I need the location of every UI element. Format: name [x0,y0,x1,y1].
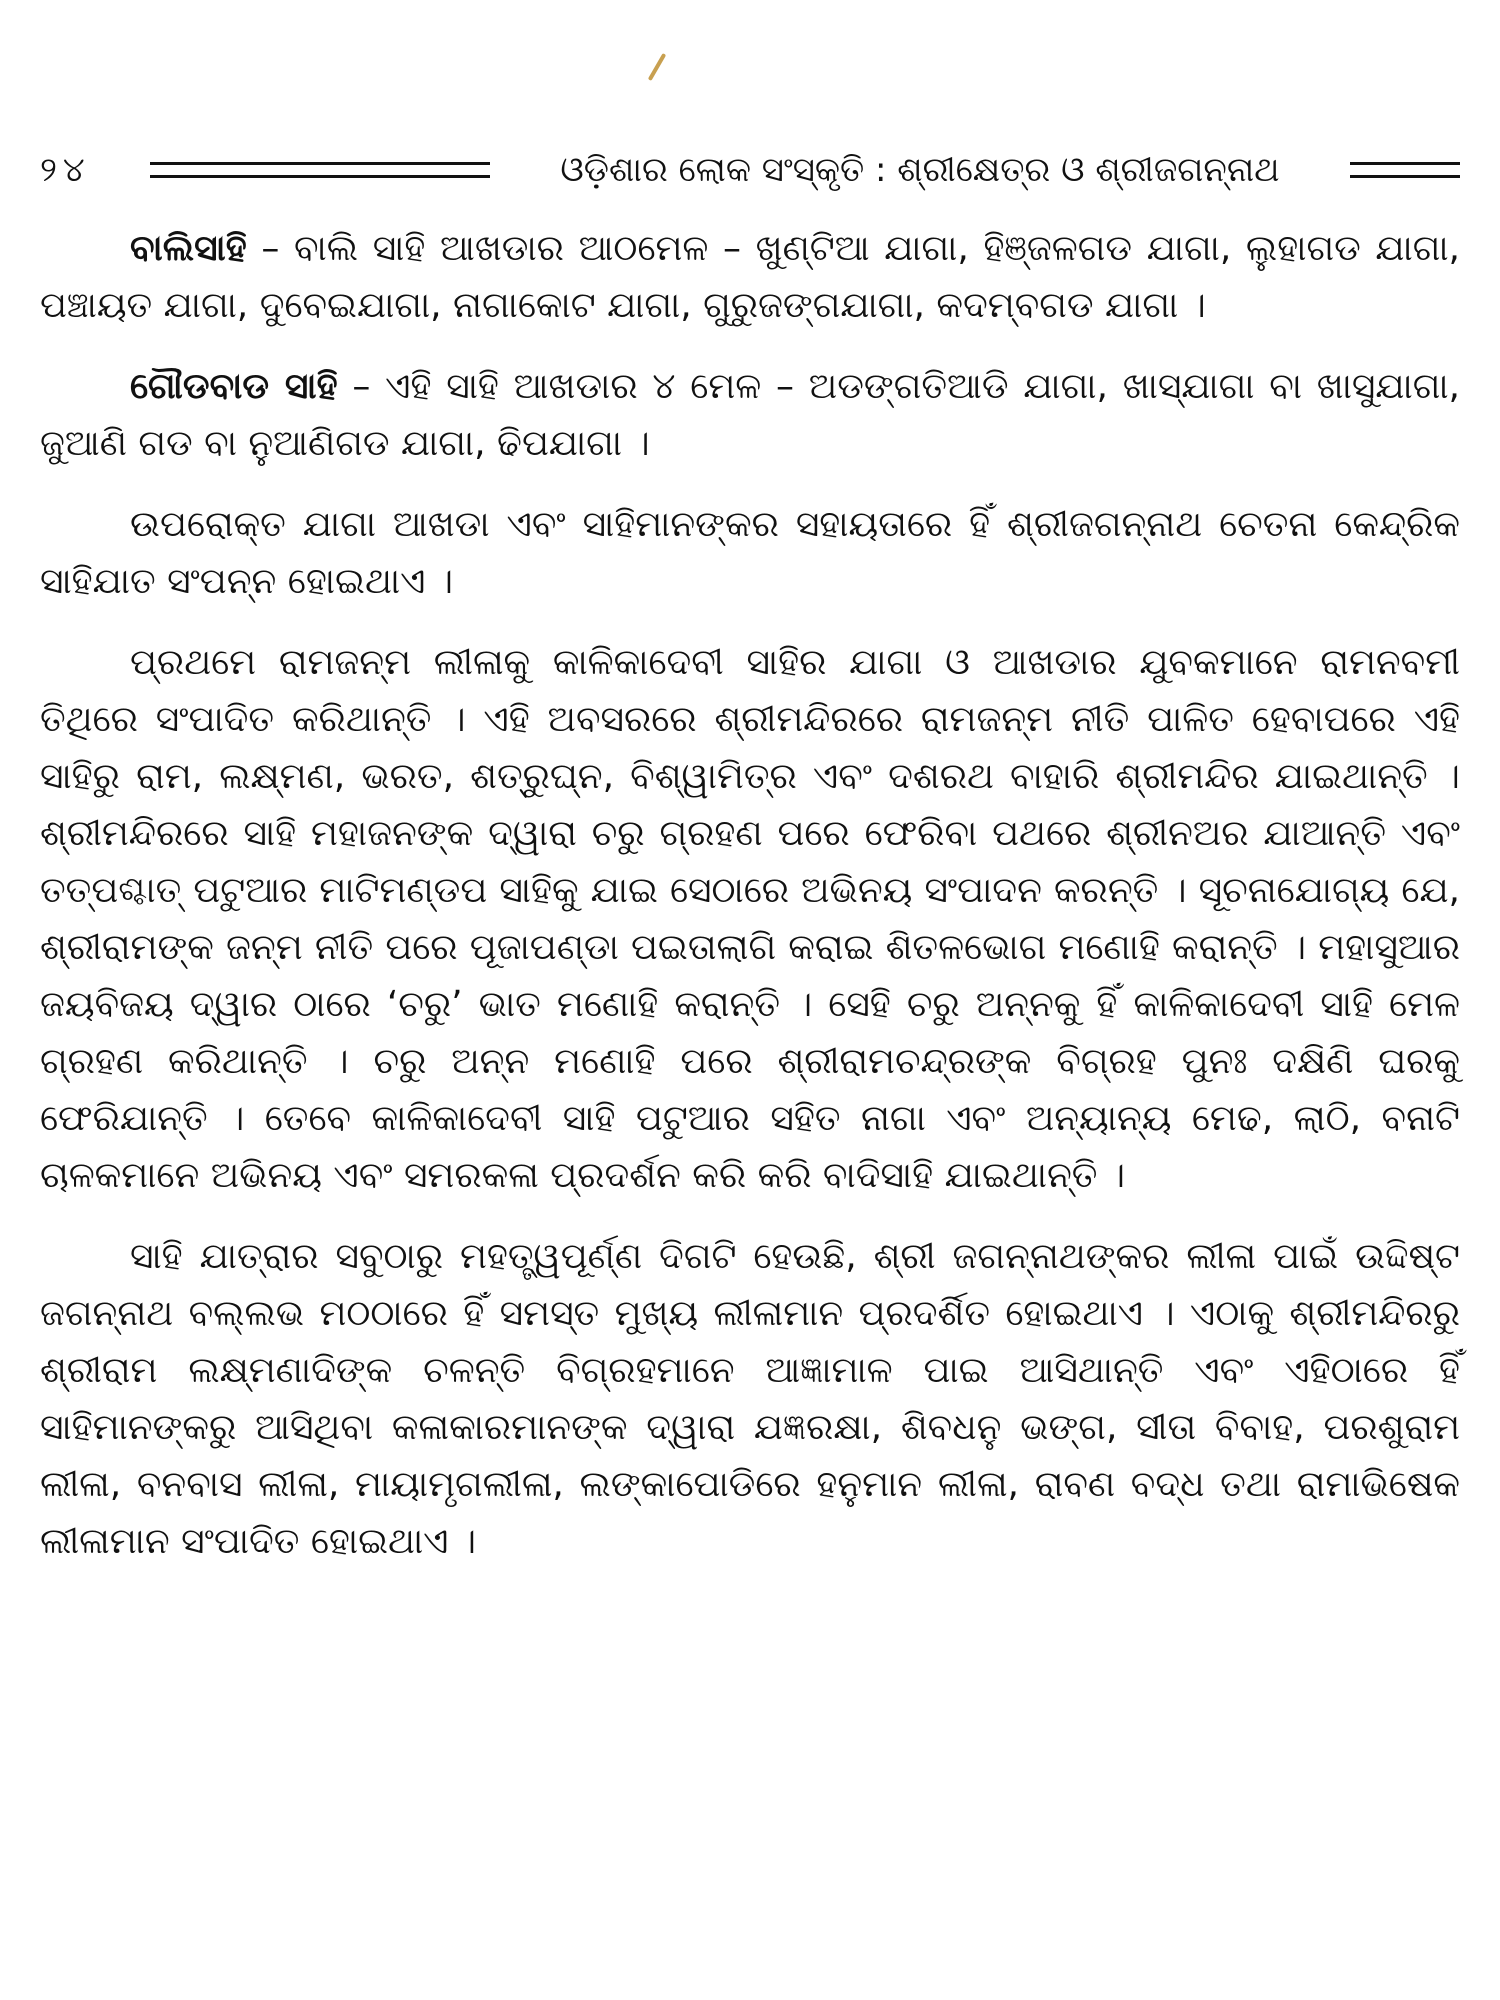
page-number: ୨୪ [40,150,91,190]
paragraph [40,634,1460,1204]
running-title: ଓଡ଼ିଶାର ଲୋକ ସଂସ୍କୃତି : ଶ୍ରୀକ୍ଷେତ୍ର ଓ ଶ୍ରୀଜଗନ୍ନାଥ [560,150,1280,190]
page-header [40,145,1460,195]
paragraph-text: – ଏହି ସାହି ଆଖଡାର ୪ ମେଳ – ଅଡଙ୍ଗତିଆଡି ଯାଗା, ଖାସ୍‌ଯାଗା ବା ଖାସୁଯାଗା, ଜୁଆଣି ଗଡ ବା ନୁଆଣିଗଡ ଯାଗା, ଢିପଯାଗା । [40,366,1460,464]
header-rule-left [150,162,490,178]
paragraph-text: ପ୍ରଥମେ ରାମଜନ୍ମ ଲୀଳାକୁ କାଳିକାଦେବୀ ସାହିର ଯାଗା ଓ ଆଖଡାର ଯୁବକମାନେ ରାମନବମୀ ତିଥିରେ ସଂପାଦିତ କରିଥାନ୍ତି । ଏହି ଅବସରରେ ଶ୍ରୀମନ୍ଦିରରେ ରାମଜନ୍ମ ନୀତି ପାଳିତ ହେବାପରେ ଏହି ସାହିରୁ ରାମ, ଲକ୍ଷ୍ମଣ, ଭରତ, ଶତ୍ରୁଘ୍ନ, ବିଶ୍ୱାମିତ୍ର ଏବଂ ଦଶରଥ ବାହାରି ଶ୍ରୀମନ୍ଦିର ଯାଇଥାନ୍ତି । ଶ୍ରୀମନ୍ଦିରରେ ସାହି ମହାଜନଙ୍କ ଦ୍ୱାରା ଚରୁ ଗ୍ରହଣ ପରେ ଫେରିବା ପଥରେ ଶ୍ରୀନଅର ଯାଆନ୍ତି ଏବଂ ତତ୍‌ପଶ୍ଚାତ୍ ପଟୁଆର ମାଟିମଣ୍ଡପ ସାହିକୁ ଯାଇ ସେଠାରେ ଅଭିନୟ ସଂପାଦନ କରନ୍ତି । ସୂଚନାଯୋଗ୍ୟ ଯେ, ଶ୍ରୀରାମଙ୍କ ଜନ୍ମ ନୀତି ପରେ ପୂଜାପଣ୍ଡା ପଇତାଲାଗି କରାଇ ଶିତଳଭୋଗ ମଣୋହି କରାନ୍ତି । ମହାସୁଆର ଜୟବିଜୟ ଦ୍ୱାର ଠାରେ ‘ଚରୁ’ ଭାତ ମଣୋହି କରାନ୍ତି । ସେହି ଚରୁ ଅନ୍ନକୁ ହିଁ କାଳିକାଦେବୀ ସାହି ମେଳ ଗ୍ରହଣ କରିଥାନ୍ତି । ଚରୁ ଅନ୍ନ ମଣୋହି ପରେ ଶ୍ରୀରାମଚନ୍ଦ୍ରଙ୍କ ବିଗ୍ରହ ପୁନଃ ଦକ୍ଷିଣି ଘରକୁ ଫେରିଯାନ୍ତି । ତେବେ କାଳିକାଦେବୀ ସାହି ପଟୁଆର ସହିତ ନାଗା ଏବଂ ଅନ୍ୟାନ୍ୟ ମେଢ, ଲାଠି, ବନାଟି ଚାଳକମାନେ ଅଭିନୟ ଏବଂ ସମରକଳା ପ୍ରଦର୍ଶନ କରି କରି ବାଦିସାହି ଯାଇଥାନ୍ତି । [40,642,1461,1196]
paragraph [40,220,1460,334]
paragraph [40,496,1460,610]
paragraph-text: ଉପରୋକ୍ତ ଯାଗା ଆଖଡା ଏବଂ ସାହିମାନଙ୍କର ସହାୟତାରେ ହିଁ ଶ୍ରୀଜଗନ୍ନାଥ ଚେତନା କେନ୍ଦ୍ରିକ ସାହିଯାତ ସଂପନ୍ନ ହୋଇଥାଏ । [40,504,1460,602]
paragraph [40,358,1460,472]
paragraph-lead: ବାଲିସାହି [130,228,247,269]
paragraph-text: ସାହି ଯାତ୍ରାର ସବୁଠାରୁ ମହତ୍ତ୍ୱପୂର୍ଣ୍ଣ ଦିଗଟି ହେଉଛି, ଶ୍ରୀ ଜଗନ୍ନାଥଙ୍କର ଲୀଳା ପାଇଁ ଉଦ୍ଦିଷ୍ଟ ଜଗନ୍ନାଥ ବଲ୍ଲଭ ମଠଠାରେ ହିଁ ସମସ୍ତ ମୁଖ୍ୟ ଲୀଳାମାନ ପ୍ରଦର୍ଶିତ ହୋଇଥାଏ । ଏଠାକୁ ଶ୍ରୀମନ୍ଦିରରୁ ଶ୍ରୀରାମ ଲକ୍ଷ୍ମଣାଦିଙ୍କ ଚଳନ୍ତି ବିଗ୍ରହମାନେ ଆଜ୍ଞାମାଳ ପାଇ ଆସିଥାନ୍ତି ଏବଂ ଏହିଠାରେ ହିଁ ସାହିମାନଙ୍କରୁ ଆସିଥିବା କଳାକାରମାନଙ୍କ ଦ୍ୱାରା ଯଜ୍ଞରକ୍ଷା, ଶିବଧନୁ ଭଙ୍ଗ, ସୀତା ବିବାହ, ପରଶୁରାମ ଲୀଳା, ବନବାସ ଲୀଳା, ମାୟାମୃଗଲୀଳା, ଲଙ୍କାପୋଡିରେ ହନୁମାନ ଲୀଳା, ରାବଣ ବଦ୍ଧ ତଥା ରାମାଭିଷେକ ଲୀଳାମାନ ସଂପାଦିତ ହୋଇଥାଏ । [40,1236,1460,1562]
header-rule-right [1350,162,1460,178]
paragraph [40,1228,1460,1570]
paragraph-lead: ଗୌଡବାଡ ସାହି [130,366,338,407]
ink-mark [648,53,666,81]
paragraph-text: – ବାଲି ସାହି ଆଖଡାର ଆଠମେଳ – ଖୁଣ୍ଟିଆ ଯାଗା, ହିଞ୍ଜଳଗଡ ଯାଗା, ଲୁହାଗଡ ଯାଗା, ପଞ୍ଚାୟତ ଯାଗା, ଦୁବେଇଯାଗା, ନାଗାକୋଟ ଯାଗା, ଗୁରୁଜଙ୍ଗଯାଗା, କଦମ୍ବଗଡ ଯାଗା । [40,228,1460,326]
body-text [40,220,1460,1594]
